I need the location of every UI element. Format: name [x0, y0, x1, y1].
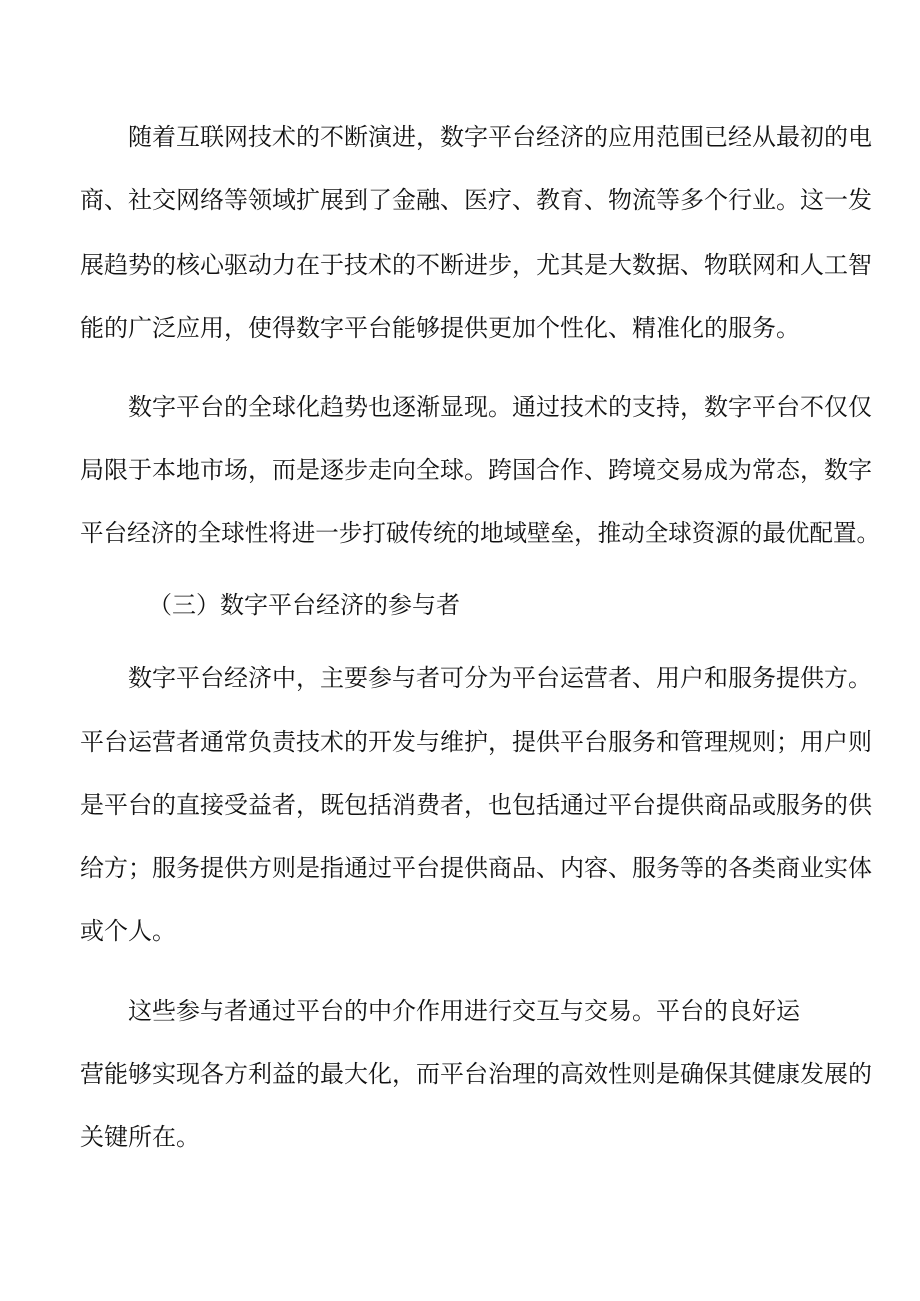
- paragraph-line: 是平台的直接受益者，既包括消费者，也包括通过平台提供商品或服务的供: [80, 791, 872, 819]
- paragraph-line: 能的广泛应用，使得数字平台能够提供更加个性化、精准化的服务。: [80, 314, 800, 342]
- paragraph-line: 展趋势的核心驱动力在于技术的不断进步，尤其是大数据、物联网和人工智: [80, 251, 872, 279]
- paragraph-line: 局限于本地市场，而是逐步走向全球。跨国合作、跨境交易成为常态，数字: [80, 456, 872, 484]
- paragraph-line: 平台运营者通常负责技术的开发与维护，提供平台服务和管理规则；用户则: [80, 728, 872, 756]
- paragraph-line: 随着互联网技术的不断演进，数字平台经济的应用范围已经从最初的电: [128, 123, 872, 151]
- paragraph-line: 这些参与者通过平台的中介作用进行交互与交易。平台的良好运: [128, 997, 800, 1025]
- section-heading: （三）数字平台经济的参与者: [148, 591, 460, 619]
- paragraph-line: 或个人。: [80, 917, 176, 945]
- paragraph-line: 平台经济的全球性将进一步打破传统的地域壁垒，推动全球资源的最优配置。: [80, 519, 881, 547]
- paragraph-line: 数字平台经济中，主要参与者可分为平台运营者、用户和服务提供方。: [128, 664, 872, 692]
- paragraph-line: 商、社交网络等领域扩展到了金融、医疗、教育、物流等多个行业。这一发: [80, 186, 872, 214]
- paragraph-line: 数字平台的全球化趋势也逐渐显现。通过技术的支持，数字平台不仅仅: [128, 393, 872, 421]
- paragraph-line: 给方；服务提供方则是指通过平台提供商品、内容、服务等的各类商业实体: [80, 854, 872, 882]
- paragraph-line: 关键所在。: [80, 1123, 200, 1151]
- paragraph-line: 营能够实现各方利益的最大化，而平台治理的高效性则是确保其健康发展的: [80, 1060, 872, 1088]
